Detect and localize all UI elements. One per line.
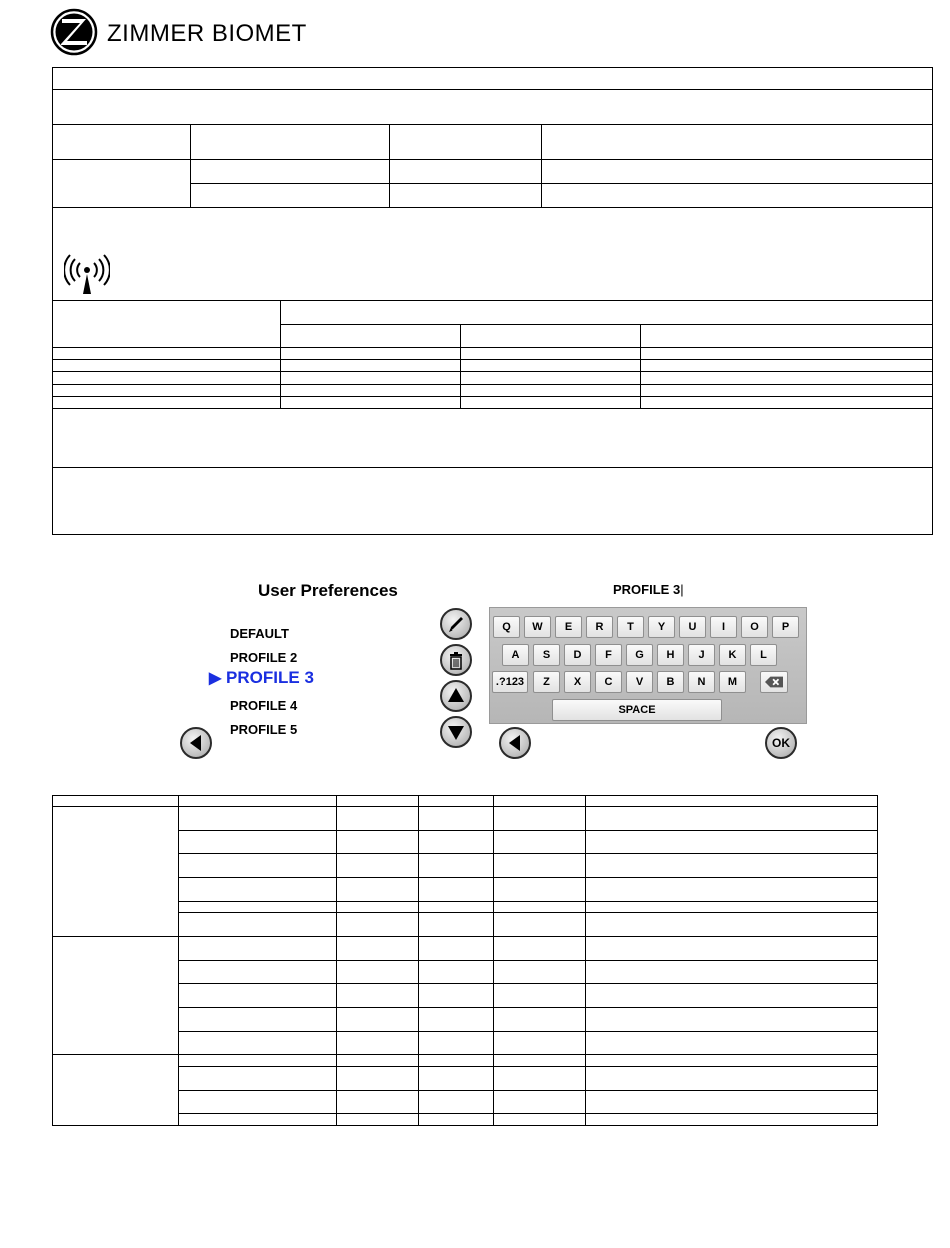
profile-item[interactable]: DEFAULT [230,626,289,641]
edit-button[interactable] [440,608,472,640]
key-z[interactable]: Z [533,671,560,693]
key-x[interactable]: X [564,671,591,693]
key-c[interactable]: C [595,671,622,693]
key-i[interactable]: I [710,616,737,638]
key-f[interactable]: F [595,644,622,666]
profile-item[interactable]: PROFILE 4 [230,698,298,713]
key-w[interactable]: W [524,616,551,638]
key-u[interactable]: U [679,616,706,638]
key-e[interactable]: E [555,616,582,638]
profile-name-value: PROFILE 3 [613,582,681,597]
key-symbols[interactable]: .?123 [492,671,528,693]
brand-logo [50,8,350,58]
key-n[interactable]: N [688,671,715,693]
key-q[interactable]: Q [493,616,520,638]
ok-label: OK [772,736,790,750]
key-j[interactable]: J [688,644,715,666]
text-cursor: | [680,582,684,597]
up-arrow-icon [442,682,470,710]
key-o[interactable]: O [741,616,768,638]
backspace-key[interactable] [760,671,788,693]
zimmer-biomet-logo-mark [50,8,98,56]
user-preferences-title: User Preferences [258,581,398,600]
profile-item[interactable]: PROFILE 2 [230,650,298,665]
back-button[interactable] [180,727,212,759]
key-y[interactable]: Y [648,616,675,638]
profile-item[interactable]: PROFILE 5 [230,722,298,737]
key-k[interactable]: K [719,644,746,666]
trash-icon [442,646,470,674]
selection-arrow-icon: ▶ [209,670,222,687]
key-s[interactable]: S [533,644,560,666]
down-arrow-icon [442,718,470,746]
move-down-button[interactable] [440,716,472,748]
key-m[interactable]: M [719,671,746,693]
profile-item-selected[interactable] [209,668,314,688]
move-up-button[interactable] [440,680,472,712]
key-t[interactable]: T [617,616,644,638]
delete-button[interactable] [440,644,472,676]
key-d[interactable]: D [564,644,591,666]
back-arrow-icon [501,729,529,757]
key-v[interactable]: V [626,671,653,693]
key-b[interactable]: B [657,671,684,693]
key-p[interactable]: P [772,616,799,638]
on-screen-keyboard [489,607,807,724]
pencil-icon [442,610,470,638]
non-ionizing-radiation-icon [64,253,110,295]
key-a[interactable]: A [502,644,529,666]
profile-item-label: PROFILE 3 [226,668,314,687]
back-arrow-icon [182,729,210,757]
backspace-icon [762,673,786,691]
ok-button[interactable] [765,727,797,759]
key-l[interactable]: L [750,644,777,666]
key-h[interactable]: H [657,644,684,666]
profile-name-field[interactable] [613,582,684,597]
key-g[interactable]: G [626,644,653,666]
space-key[interactable]: SPACE [552,699,722,721]
keyboard-back-button[interactable] [499,727,531,759]
key-r[interactable]: R [586,616,613,638]
brand-name: ZIMMER BIOMET [107,20,307,47]
